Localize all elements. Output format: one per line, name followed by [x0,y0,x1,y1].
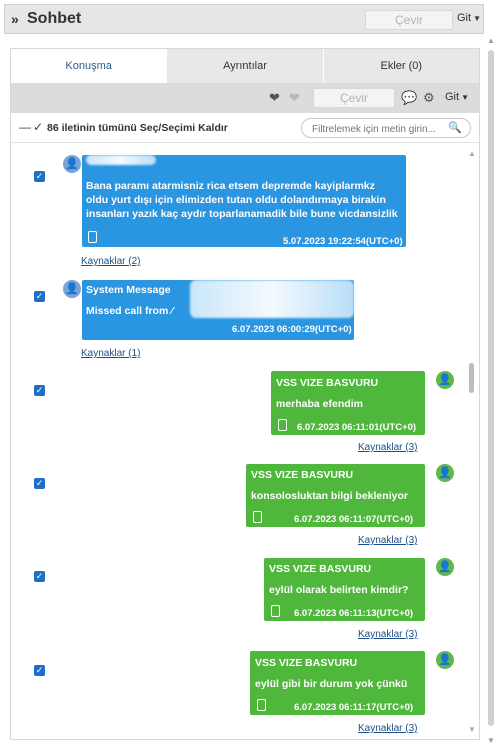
message-bubble[interactable] [82,155,406,247]
toolbar-go-to-menu[interactable] [445,91,469,103]
scroll-up-icon[interactable]: ▲ [468,149,476,158]
message-checkbox[interactable]: ✓ [35,478,44,488]
sources-link[interactable]: Kaynaklar (3) [358,723,418,734]
search-icon[interactable]: 🔍 [448,122,462,134]
message-line: Missed call from ⁄ [86,305,173,317]
message-checkbox[interactable]: ✓ [35,385,44,395]
sources-link[interactable]: Kaynaklar (3) [358,442,418,453]
message-bubble[interactable] [264,558,425,621]
tab-attachments[interactable]: Ekler (0) [323,49,479,83]
panel-scrollbar[interactable] [487,36,495,748]
tab-details[interactable]: Ayrıntılar [166,49,322,83]
message-text [255,677,407,691]
panel-scroll-thumb[interactable] [488,50,494,726]
mobile-device-icon [257,699,266,711]
tab-conversation[interactable]: Konuşma [11,49,166,83]
go-to-label: Git [457,12,472,24]
message-checkbox[interactable]: ✓ [35,171,44,181]
remove-favorite-icon[interactable]: ❤ [289,90,300,105]
sources-link[interactable]: Kaynaklar (3) [358,535,418,546]
message-timestamp: 6.07.2023 06:00:29(UTC+0) [232,324,352,335]
sources-link[interactable]: Kaynaklar (2) [81,256,141,267]
message-line: Bana paramı atarmisniz rica etsem depremde kayiplarmkz [86,180,375,192]
message-sender: VSS VIZE BASVURU [269,563,372,575]
filter-input[interactable] [312,122,447,136]
contact-avatar-icon: 👤 [436,558,454,576]
message-sender: VSS VIZE BASVURU [251,469,354,481]
redacted-area [190,280,354,318]
mobile-device-icon [278,419,287,431]
mobile-device-icon [271,605,280,617]
message-scrollbar[interactable] [468,149,476,739]
message-text [251,489,408,503]
caret-down-icon: ▼ [461,93,469,102]
message-checkbox[interactable]: ✓ [35,665,44,675]
conversation-container [10,48,480,740]
message-timestamp: 6.07.2023 06:11:01(UTC+0) [297,422,417,433]
add-favorite-icon[interactable]: ❤ [269,90,280,105]
message-line: merhaba efendim [276,398,363,410]
scroll-down-icon[interactable]: ▼ [468,725,476,734]
message-line: konsolosluktan bilgi bekleniyor [251,490,408,502]
scroll-down-icon[interactable]: ▼ [487,736,495,745]
select-all-check-icon[interactable]: ✓ [33,120,44,134]
contact-avatar-icon: 👤 [436,371,454,389]
message-scroll-thumb[interactable] [469,363,474,393]
mobile-device-icon [253,511,262,523]
settings-gear-icon[interactable]: ⚙ [423,90,435,105]
collapse-chevron-icon[interactable]: » [11,11,19,27]
message-text [276,397,363,411]
select-all-row [11,113,479,143]
sources-link[interactable]: Kaynaklar (1) [81,348,141,359]
scroll-up-icon[interactable]: ▲ [487,36,495,45]
contact-avatar-icon: 👤 [436,464,454,482]
redacted-area [86,155,156,165]
message-line: eylül gibi bir durum yok çünkü [255,678,408,690]
message-checkbox[interactable]: ✓ [35,291,44,301]
message-text [86,304,173,318]
message-line: eylül olarak belirten kimdir? [269,584,409,596]
message-checkbox[interactable]: ✓ [35,571,44,581]
collapse-dash-icon[interactable]: — [19,120,31,134]
message-bubble[interactable] [82,280,354,340]
sources-link[interactable]: Kaynaklar (3) [358,629,418,640]
contact-avatar-icon: 👤 [436,651,454,669]
tab-bar [11,49,479,83]
message-bubble[interactable] [250,651,425,715]
message-timestamp: 6.07.2023 06:11:13(UTC+0) [294,608,414,619]
conversation-toolbar [11,83,479,113]
message-sender: VSS VIZE BASVURU [276,377,379,389]
message-timestamp: 6.07.2023 06:11:07(UTC+0) [294,514,414,525]
message-timestamp: 6.07.2023 06:11:17(UTC+0) [294,702,414,713]
message-sender: System Message [86,284,171,296]
select-all-label[interactable]: 86 iletinin tümünü Seç/Seçimi Kaldır [47,122,228,134]
mobile-device-icon [88,231,97,243]
caret-down-icon: ▼ [473,14,481,23]
filter-box[interactable] [301,118,471,138]
contact-avatar-icon: 👤 [63,280,81,298]
message-bubble[interactable] [246,464,425,527]
message-line: insanları yazık kaç aydır toparlanamadik bile bune vicdansizlik [86,208,398,220]
message-text [86,179,402,221]
message-timestamp: 5.07.2023 19:22:54(UTC+0) [283,236,403,247]
translate-button[interactable]: Çevir [365,10,453,30]
toolbar-translate-button[interactable]: Çevir [313,88,395,108]
message-text [269,583,408,597]
title-bar [4,4,484,34]
chat-bubble-icon[interactable]: 💬 [401,90,418,105]
message-list [12,149,478,739]
contact-avatar-icon: 👤 [63,155,81,173]
go-to-menu[interactable] [457,12,481,24]
toolbar-go-to-label: Git [445,91,460,103]
message-bubble[interactable] [271,371,425,435]
message-sender: VSS VIZE BASVURU [255,657,358,669]
message-line: oldu yurt dışı için elimizden tutan oldu dolandırmaya birakin [86,194,386,206]
panel-title: Sohbet [27,10,82,27]
